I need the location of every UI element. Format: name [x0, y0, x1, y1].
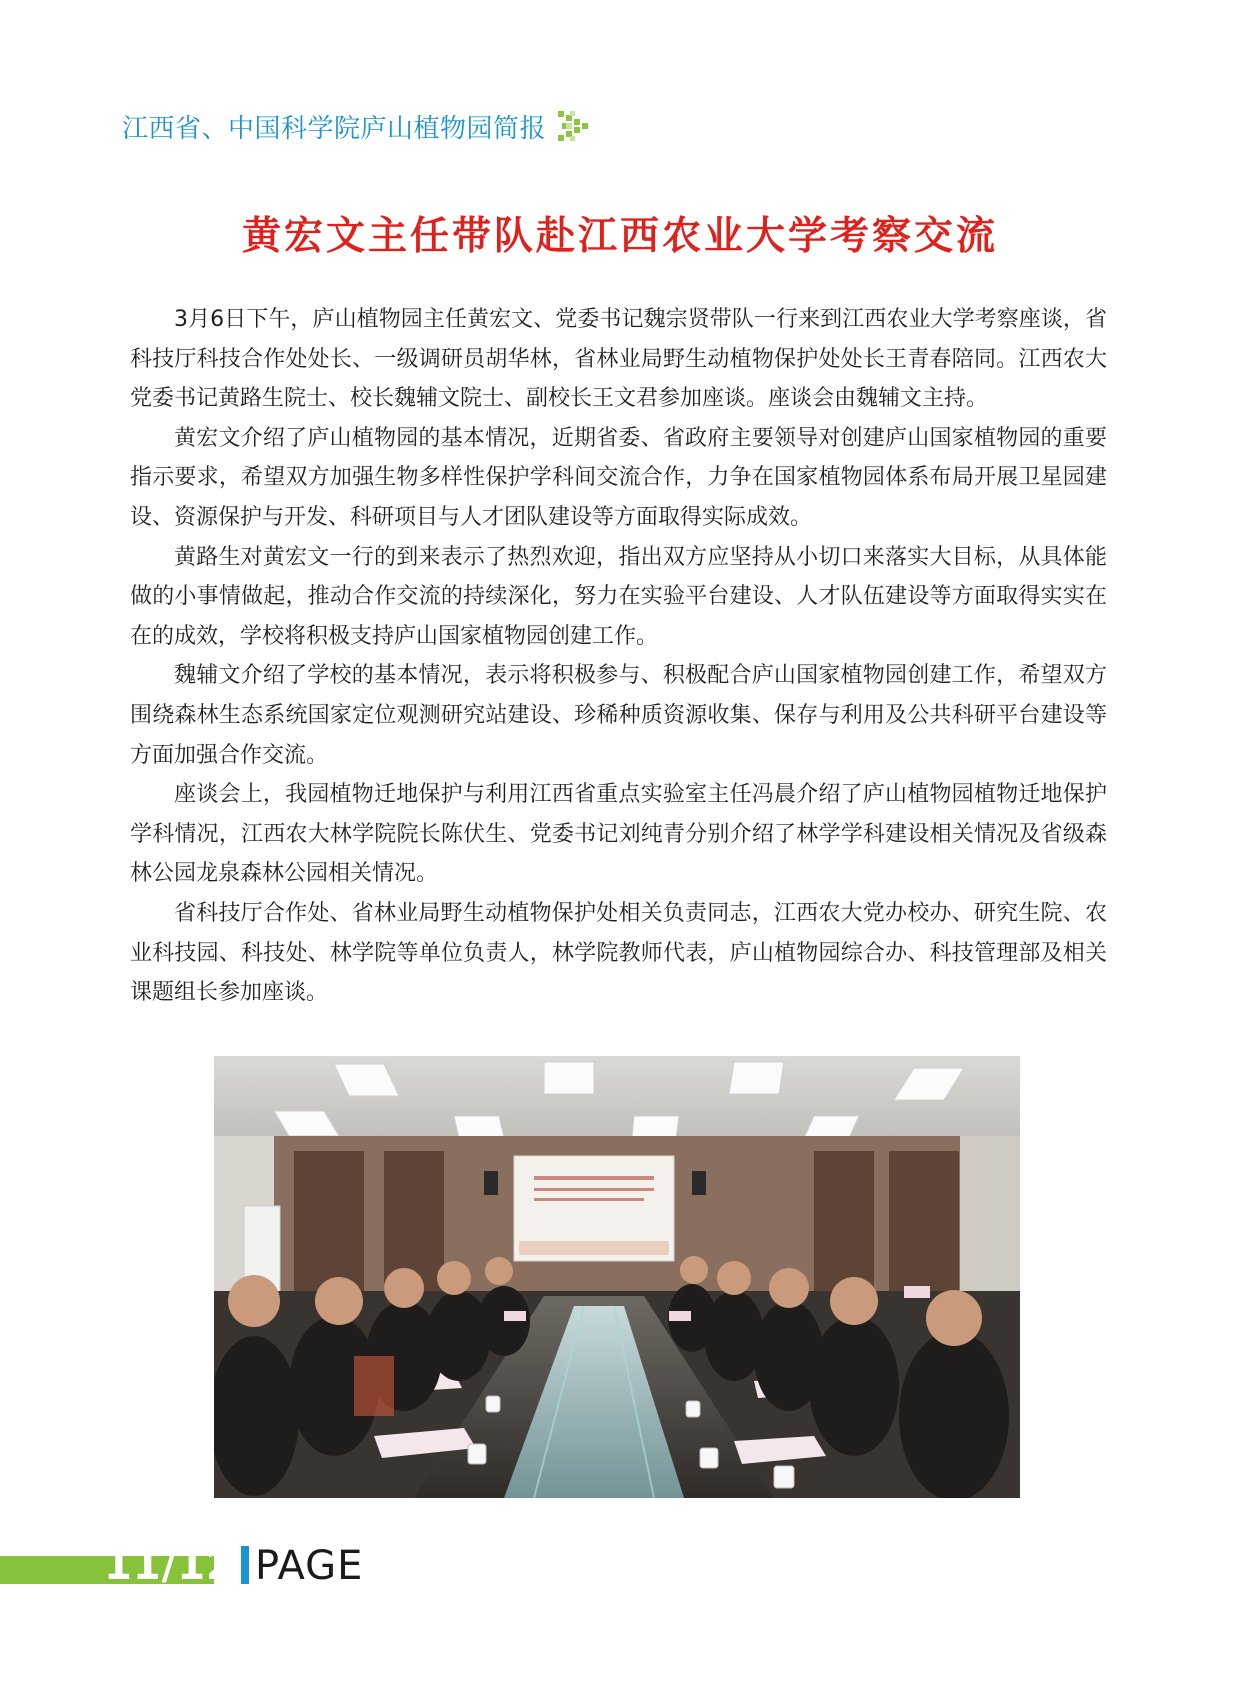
- newsletter-header: [122, 104, 590, 148]
- meeting-photo-illustration: [214, 1056, 1020, 1498]
- newsletter-title: 江西省、中国科学院庐山植物园简报: [122, 113, 547, 144]
- page-number: 11/12: [104, 1543, 235, 1589]
- paragraph: 魏辅文介绍了学校的基本情况，表示将积极参与、积极配合庐山国家植物园创建工作，希望双方围绕森林生态系统国家定位观测研究站建设、珍稀种质资源收集、保存与利用及公共科研平台建设等方面加强合作交流。: [130, 663, 1107, 768]
- green-arrow-chevron-icon: [556, 109, 590, 143]
- paragraph: 黄宏文介绍了庐山植物园的基本情况，近期省委、省政府主要领导对创建庐山国家植物园的重要指示要求，希望双方加强生物多样性保护学科间交流合作，力争在国家植物园体系布局开展卫星园建设、资源保护与开发、科研项目与人才团队建设等方面取得实际成效。: [130, 425, 1107, 530]
- page-indicator: [104, 1540, 364, 1589]
- paragraph: 省科技厅合作处、省林业局野生动植物保护处相关负责同志，江西农大党办校办、研究生院、农业科技园、科技处、林学院等单位负责人，林学院教师代表，庐山植物园综合办、科技管理部及相关课题组长参加座谈。: [130, 900, 1107, 1006]
- page-separator: [241, 1546, 249, 1584]
- paragraph: 座谈会上，我园植物迁地保护与利用江西省重点实验室主任冯晨介绍了庐山植物园植物迁地保护学科情况，江西农大林学院院长陈伏生、党委书记刘纯青分别介绍了林学学科建设相关情况及省级森林公园龙泉森林公园相关情况。: [130, 782, 1107, 887]
- paragraph: 黄路生对黄宏文一行的到来表示了热烈欢迎，指出双方应坚持从小切口来落实大目标，从具体能做的小事情做起，推动合作交流的持续深化，努力在实验平台建设、人才队伍建设等方面取得实实在在的成效，学校将积极支持庐山国家植物园创建工作。: [130, 544, 1107, 649]
- article-title: 黄宏文主任带队赴江西农业大学考察交流: [241, 214, 998, 259]
- page-word: PAGE: [254, 1543, 364, 1589]
- meeting-room-photo: [214, 1056, 1020, 1498]
- article-body: [130, 300, 1107, 1013]
- paragraph: 3月6日下午，庐山植物园主任黄宏文、党委书记魏宗贤带队一行来到江西农业大学考察座谈，省科技厅科技合作处处长、一级调研员胡华林，省林业局野生动植物保护处处长王青春陪同。江西农大党委书记黄路生院士、校长魏辅文院士、副校长王文君参加座谈。座谈会由魏辅文主持。: [130, 307, 1107, 412]
